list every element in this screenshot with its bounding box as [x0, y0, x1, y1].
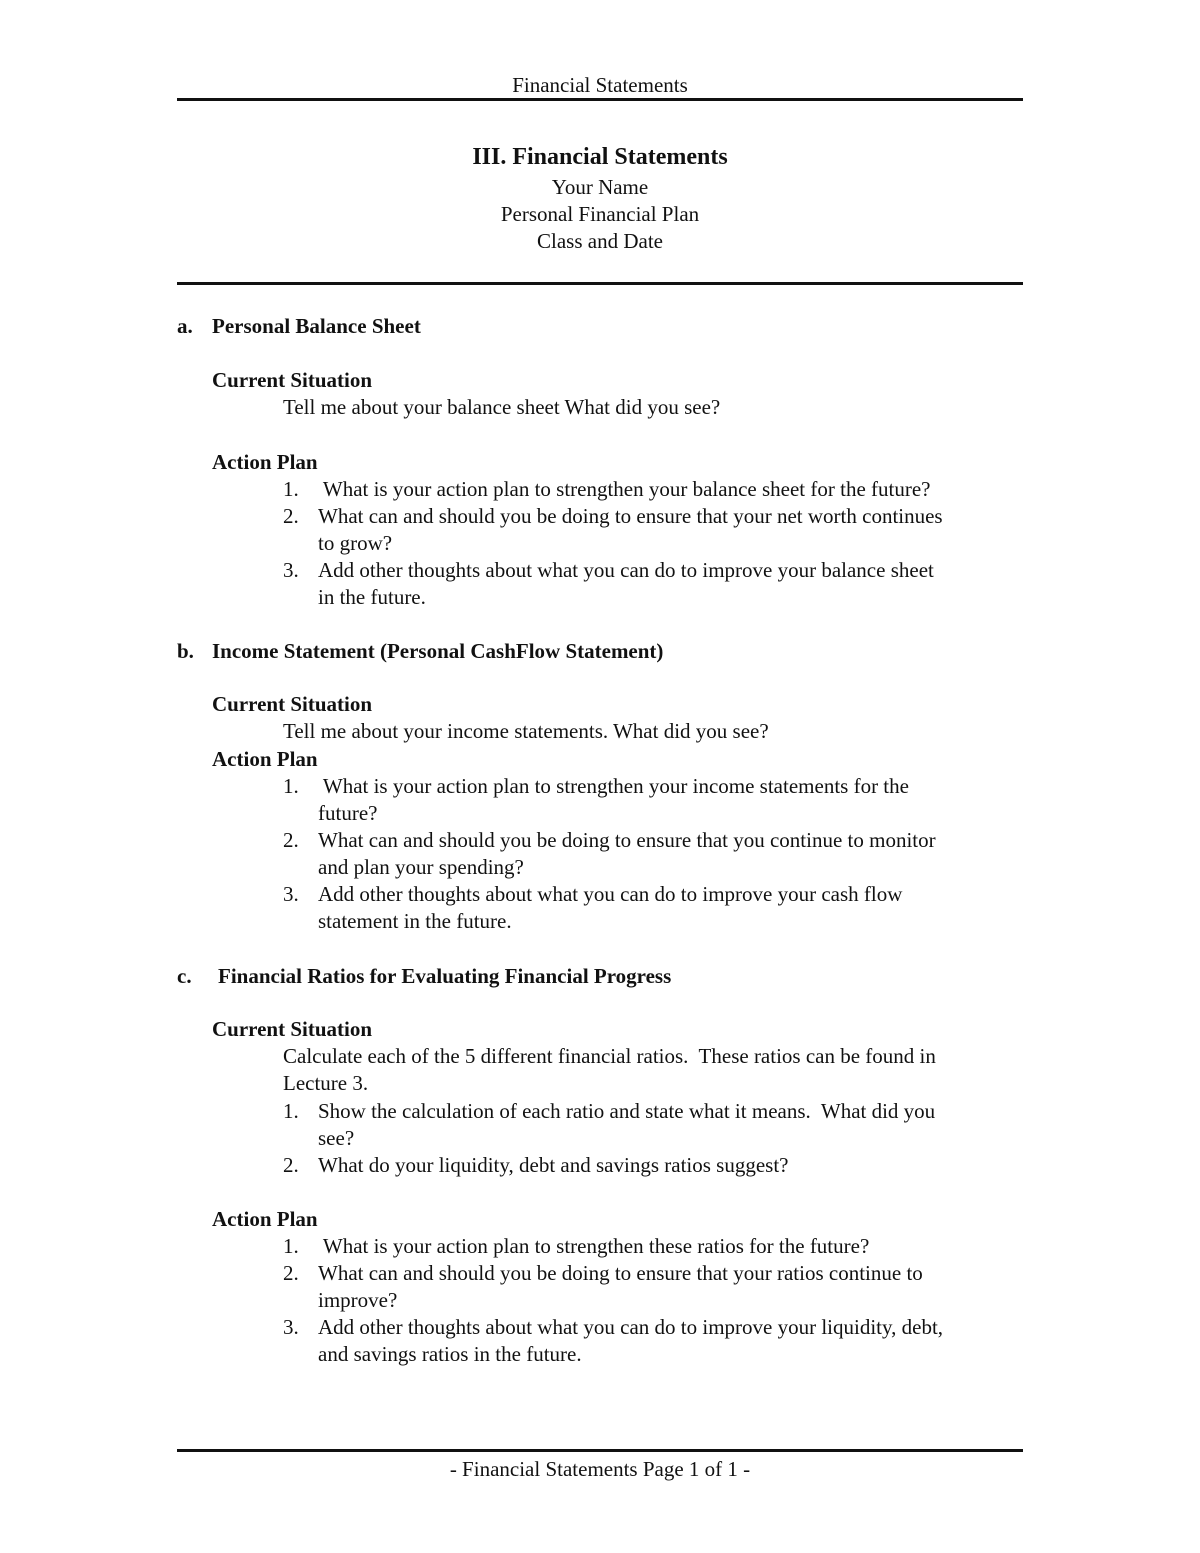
list-item-text: in the future.	[318, 585, 426, 609]
list-item-text: Show the calculation of each ratio and state what it means. What did you	[318, 1099, 936, 1123]
section-b-current-label: Current Situation	[212, 692, 373, 716]
section-c-heading: Financial Ratios for Evaluating Financial Progress	[218, 964, 672, 988]
section-c-letter: c.	[177, 964, 192, 988]
list-item-text: statement in the future.	[318, 909, 512, 933]
list-item-text: and plan your spending?	[318, 855, 524, 879]
list-item-text: future?	[318, 801, 378, 825]
section-a-letter: a.	[177, 314, 193, 338]
list-number: 2.	[283, 828, 299, 852]
header-rule	[177, 98, 1023, 101]
section-c-current-text: Lecture 3.	[283, 1071, 369, 1095]
list-number: 1.	[283, 1099, 299, 1123]
section-b-letter: b.	[177, 639, 194, 663]
list-number: 1.	[283, 774, 299, 798]
page-title: III. Financial Statements	[472, 144, 728, 170]
section-a-current-text: Tell me about your balance sheet What did you see?	[283, 395, 721, 419]
list-item-text: and savings ratios in the future.	[318, 1342, 582, 1366]
list-item-text: to grow?	[318, 531, 393, 555]
list-item-text: What can and should you be doing to ensure that your net worth continues	[318, 504, 943, 528]
page-footer: - Financial Statements Page 1 of 1 -	[449, 1457, 751, 1481]
list-item-text: Add other thoughts about what you can do to improve your cash flow	[318, 882, 903, 906]
section-b-current-text: Tell me about your income statements. What did you see?	[283, 719, 769, 743]
list-item-text: What can and should you be doing to ensure that you continue to monitor	[318, 828, 936, 852]
section-c-current-text: Calculate each of the 5 different financial ratios. These ratios can be found in	[283, 1044, 936, 1068]
section-a-action-label: Action Plan	[212, 450, 318, 474]
author-name: Your Name	[551, 175, 649, 199]
section-b-heading: Income Statement (Personal CashFlow Statement)	[212, 639, 664, 663]
list-item-text: improve?	[318, 1288, 398, 1312]
list-number: 3.	[283, 1315, 299, 1339]
list-item-text: What do your liquidity, debt and savings ratios suggest?	[318, 1153, 789, 1177]
section-c-action-label: Action Plan	[212, 1207, 318, 1231]
class-date: Class and Date	[537, 229, 663, 253]
list-item-text: What is your action plan to strengthen your balance sheet for the future?	[318, 477, 931, 501]
list-number: 2.	[283, 1261, 299, 1285]
plan-name: Personal Financial Plan	[500, 202, 700, 226]
list-number: 2.	[283, 1153, 299, 1177]
section-b-action-label: Action Plan	[212, 747, 318, 771]
list-item-text: Add other thoughts about what you can do to improve your liquidity, debt,	[318, 1315, 944, 1339]
list-item-text: What is your action plan to strengthen these ratios for the future?	[318, 1234, 870, 1258]
list-number: 1.	[283, 477, 299, 501]
section-a-heading: Personal Balance Sheet	[212, 314, 421, 338]
list-number: 2.	[283, 504, 299, 528]
title-rule	[177, 282, 1023, 285]
section-c-current-label: Current Situation	[212, 1017, 373, 1041]
list-item-text: What is your action plan to strengthen your income statements for the	[318, 774, 909, 798]
footer-rule	[177, 1449, 1023, 1452]
list-number: 3.	[283, 558, 299, 582]
list-item-text: see?	[318, 1126, 355, 1150]
list-number: 1.	[283, 1234, 299, 1258]
list-number: 3.	[283, 882, 299, 906]
list-item-text: What can and should you be doing to ensure that your ratios continue to	[318, 1261, 923, 1285]
list-item-text: Add other thoughts about what you can do to improve your balance sheet	[318, 558, 934, 582]
section-a-current-label: Current Situation	[212, 368, 373, 392]
running-header: Financial Statements	[512, 73, 688, 97]
